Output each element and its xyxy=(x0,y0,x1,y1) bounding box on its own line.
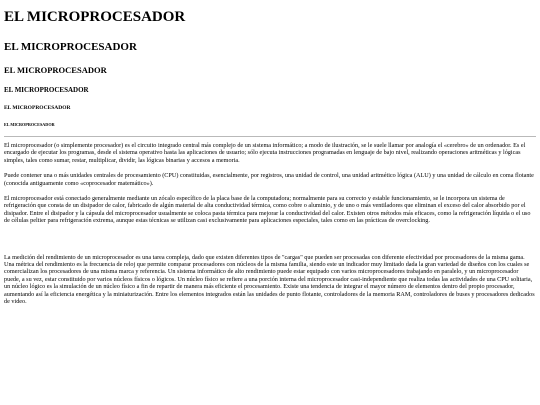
horizontal-divider xyxy=(4,136,536,137)
paragraph-definition: El microprocesador (o simplemente procesador) es el circuito integrado central más complejo de un sistema informático; a modo de ilustración, se le suele llamar por analogía el «cerebro» de un ordenador. Es el encargado de ejecutar los programas, desde el sistema operativo hasta las aplicaciones de usuario; sólo ejecuta instrucciones programadas en lenguaje de bajo nivel, realizando operaciones aritméticas y lógicas simples, tales como sumar, restar, multiplicar, dividir, las lógicas binarias y accesos a memoria. xyxy=(4,142,526,164)
paragraph-cooling: El microprocesador está conectado generalmente mediante un zócalo específico de la placa base de la computadora; normalmente para su correcto y estable funcionamiento, se le incorpora un sistema de refrigeración que consta de un disipador de calor, fabricado de algún material de alta conductividad térmica, como cobre o aluminio, y de uno o más ventiladores que eliminan el exceso del calor absorbido por el disipador. Entre el disipador y la cápsula del microprocesador usualmente se coloca pasta térmica para mejorar la conductividad del calor. Existen otros métodos más eficaces, como la refrigeración líquida o el uso de células peltier para refrigeración extrema, aunque estas técnicas se utilizan casi exclusivamente para aplicaciones especiales, tales como en las prácticas de overclocking. xyxy=(4,195,531,225)
paragraph-cpu-units: Puede contener una o más unidades centrales de procesamiento (CPU) constituidas, esencialmente, por registros, una unidad de control, una unidad aritmético lógica (ALU) y una unidad de cálculo en coma flotante (conocida antiguamente como «coprocesador matemático»). xyxy=(4,172,534,187)
heading-level-1: EL MICROPROCESADOR xyxy=(4,9,186,25)
heading-level-3: EL MICROPROCESADOR xyxy=(4,65,107,75)
heading-level-6: EL MICROPROCESADOR xyxy=(4,122,55,127)
heading-level-4: EL MICROPROCESADOR xyxy=(4,86,89,94)
heading-level-2: EL MICROPROCESADOR xyxy=(4,41,137,53)
paragraph-performance: La medición del rendimiento de un microprocesador es una tarea compleja, dado que existen diferentes tipos de "cargas" que pueden ser procesadas con diferente efectividad por procesadores de la misma gama. Una métrica del rendimiento es la frecuencia de reloj que permite comparar procesadores con núcleos de la misma familia, siendo este un indicador muy limitado dada la gran variedad de diseños con los cuales se comercializan los procesadores de una misma marca y referencia. Un sistema informático de alto rendimiento puede estar equipado con varios microprocesadores trabajando en paralelo, y un microprocesador puede, a su vez, estar constituido por varios núcleos físicos o lógicos. Un núcleo físico se refiere a una porción interna del microprocesador casi-independiente que realiza todas las actividades de una CPU solitaria, un núcleo lógico es la simulación de un núcleo físico a fin de repartir de manera más eficiente el procesamiento. Existe una tendencia de integrar el mayor número de elementos dentro del propio procesador, aumentando así la eficiencia energética y la miniaturización. Entre los elementos integrados están las unidades de punto flotante, controladores de la memoria RAM, controladores de buses y procesadores dedicados de video. xyxy=(4,253,535,306)
heading-level-5: EL MICROPROCESADOR xyxy=(4,105,71,111)
